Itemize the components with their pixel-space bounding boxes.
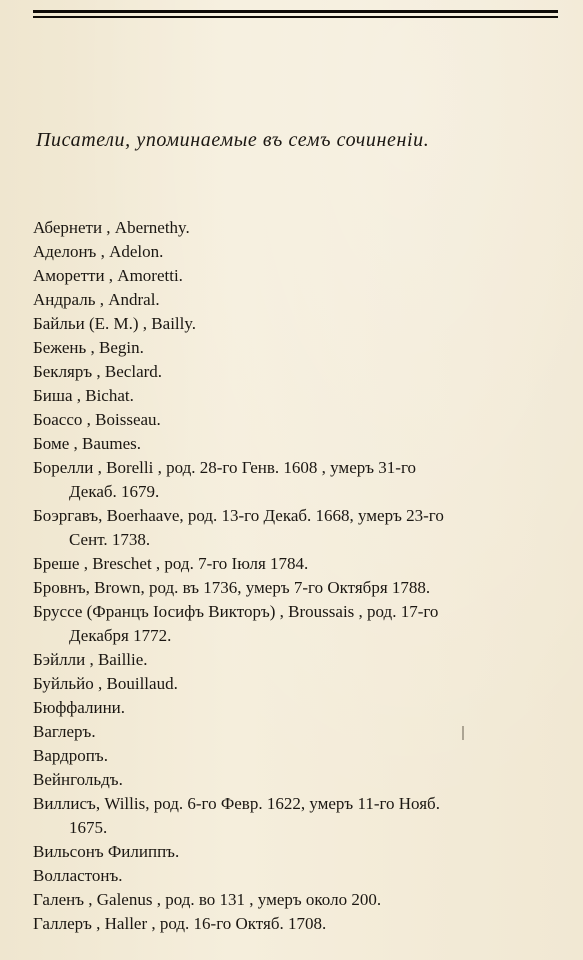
author-entry-continuation: 1675. [69, 818, 108, 837]
author-entry-text: Бруссе (Францъ Іосифъ Викторъ) , Broussais , род. 17-го [33, 602, 439, 621]
author-entry-text: Абернети , Abernethy. [33, 218, 190, 237]
author-entry-text: Боассо , Boisseau. [33, 410, 161, 429]
author-entry [33, 408, 553, 432]
author-entry [33, 456, 553, 504]
page-blemish [462, 726, 464, 740]
author-entry [33, 768, 553, 792]
author-entry-text: Бекляръ , Beclard. [33, 362, 163, 381]
author-entry-text: Буйльйо , Bouillaud. [33, 674, 178, 693]
author-entry-text: Волластонъ. [33, 866, 123, 885]
page-heading: Писатели, упоминаемые въ семъ сочиненіи. [36, 129, 430, 151]
author-entry [33, 216, 553, 240]
author-entry-text: Байльи (Е. М.) , Bailly. [33, 314, 197, 333]
author-entry [33, 240, 553, 264]
author-entry [33, 720, 553, 744]
author-entry [33, 552, 553, 576]
author-entry [33, 312, 553, 336]
author-entry [33, 336, 553, 360]
author-entry-text: Андраль , Andral. [33, 290, 160, 309]
author-entry-text: Боме , Baumes. [33, 434, 142, 453]
author-entry [33, 264, 553, 288]
author-entry [33, 840, 553, 864]
author-entry-text: Аделонъ , Adelon. [33, 242, 164, 261]
author-entry-text: Бюффалини. [33, 698, 126, 717]
author-entry [33, 744, 553, 768]
author-entry-text: Вильсонъ Филиппъ. [33, 842, 180, 861]
top-rule-thick [33, 10, 558, 13]
author-entry [33, 672, 553, 696]
author-entry-text: Вардропъ. [33, 746, 108, 765]
author-entry-text: Галлеръ , Haller , род. 16-го Октяб. 1708. [33, 914, 327, 933]
author-entry-text: Борелли , Borelli , род. 28-го Генв. 1608 , умеръ 31-го [33, 458, 416, 477]
author-entry [33, 576, 553, 600]
author-entry [33, 864, 553, 888]
author-entry-text: Бровнъ, Brown, род. въ 1736, умеръ 7-го Октября 1788. [33, 578, 431, 597]
author-entry-text: Биша , Bichat. [33, 386, 134, 405]
author-entry-text: Боэргавъ, Boerhaave, род. 13-го Декаб. 1668, умеръ 23-го [33, 506, 444, 525]
author-entry [33, 912, 553, 936]
author-entry [33, 384, 553, 408]
author-entry-text: Ваглеръ. [33, 722, 96, 741]
author-entry [33, 504, 553, 552]
author-entry-text: Бежень , Begin. [33, 338, 144, 357]
author-entry-text: Аморетти , Amoretti. [33, 266, 183, 285]
author-entry [33, 696, 553, 720]
author-entry [33, 288, 553, 312]
author-entry [33, 600, 553, 648]
author-entry [33, 648, 553, 672]
author-entry-continuation: Декабря 1772. [69, 626, 172, 645]
author-entry [33, 360, 553, 384]
top-rule-thin [33, 16, 558, 18]
author-entry-continuation: Декаб. 1679. [69, 482, 160, 501]
author-entry-text: Бэйлли , Baillie. [33, 650, 148, 669]
author-entry-text: Вейнгольдъ. [33, 770, 123, 789]
author-entry-text: Бреше , Breschet , род. 7-го Іюля 1784. [33, 554, 309, 573]
author-entry-text: Галенъ , Galenus , род. во 131 , умеръ около 200. [33, 890, 382, 909]
author-entry-text: Виллисъ, Willis, род. 6-го Февр. 1622, умеръ 11-го Нояб. [33, 794, 440, 813]
authors-list [33, 216, 553, 936]
author-entry-continuation: Сент. 1738. [69, 530, 151, 549]
author-entry [33, 432, 553, 456]
author-entry [33, 888, 553, 912]
author-entry [33, 792, 553, 840]
